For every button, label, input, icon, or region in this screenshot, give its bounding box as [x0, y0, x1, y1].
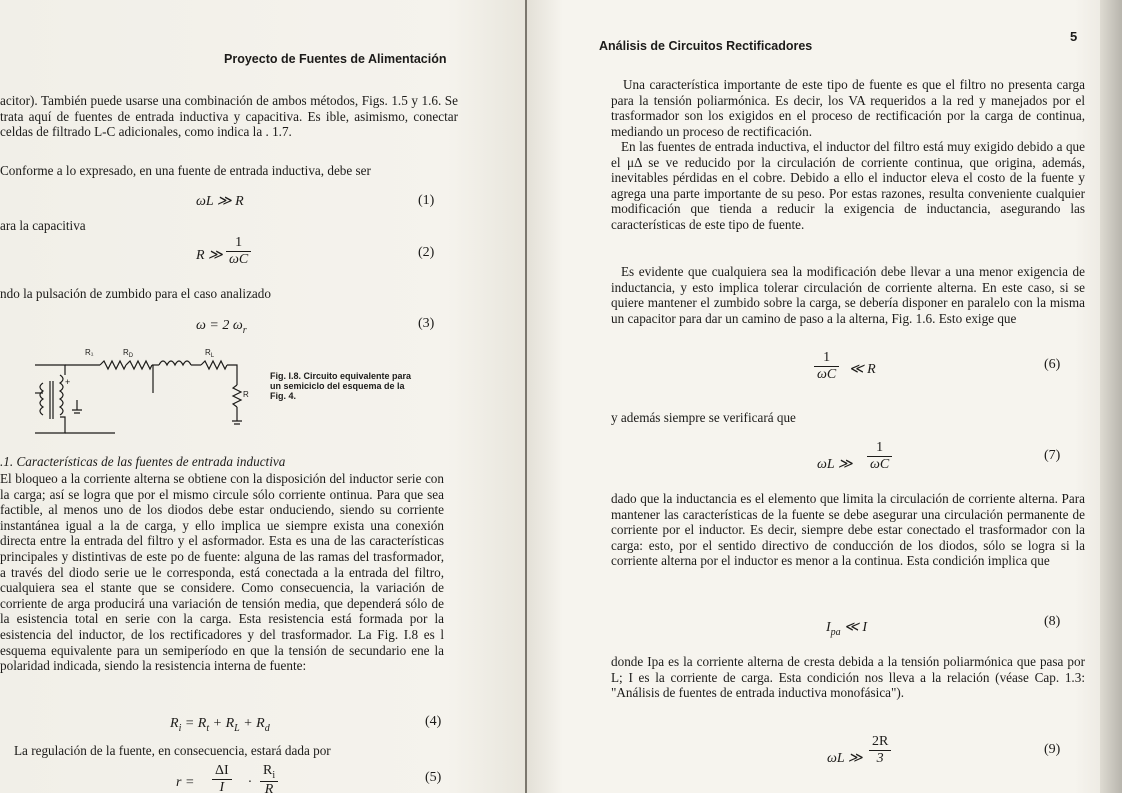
right-paragraph-4: y además siempre se verificará que	[611, 410, 796, 425]
right-running-header: Análisis de Circuitos Rectificadores	[599, 39, 813, 53]
figure-caption: Fig. I.8. Circuito equivalente para un semiciclo del esquema de la Fig. 4.	[270, 371, 412, 401]
eq7-den: ωC	[870, 457, 890, 472]
equation-9-number: (9)	[1044, 742, 1061, 757]
eq8-sub: pa	[830, 626, 841, 638]
left-paragraph-3: ara la capacitiva	[0, 218, 86, 233]
eq4-r: R	[170, 716, 179, 731]
equation-6-right: ≪ R	[849, 362, 876, 377]
equation-5-number: (5)	[425, 770, 442, 785]
page-number: 5	[1070, 29, 1078, 44]
equation-9-fraction	[869, 734, 891, 767]
equation-1: ωL ≫ R	[196, 194, 244, 209]
eq8-i: I	[826, 620, 831, 635]
eq9-num: 2R	[869, 734, 891, 751]
eq6-num: 1	[814, 350, 839, 367]
equation-9-left: ωL ≫	[827, 751, 863, 766]
equation-7-fraction	[867, 440, 892, 473]
equation-1-number: (1)	[418, 193, 435, 208]
equation-4	[170, 716, 270, 734]
equation-6-number: (6)	[1044, 357, 1061, 372]
right-page	[527, 0, 1122, 793]
eq5-den-1: I	[219, 780, 225, 793]
equation-2-denominator: ωC	[229, 252, 249, 267]
left-paragraph-2: Conforme a lo expresado, en una fuente de entrada inductiva, debe ser	[0, 163, 371, 178]
eq4-sub-l: L	[234, 722, 240, 734]
equation-4-number: (4)	[425, 714, 442, 729]
equation-3-text: ω = 2 ω	[196, 318, 243, 333]
equation-3-number: (3)	[418, 316, 435, 331]
eq5-den-2: R	[264, 781, 274, 793]
equation-8	[826, 619, 867, 638]
equation-8-number: (8)	[1044, 614, 1061, 629]
equation-3-subscript: r	[242, 324, 247, 336]
left-paragraph-4: ndo la pulsación de zumbido para el caso analizado	[0, 286, 271, 301]
equivalent-circuit-figure	[25, 345, 255, 440]
equation-5-fraction-1	[212, 763, 232, 793]
circuit-label-r-l: $R_L$	[205, 348, 215, 359]
left-paragraph-1: acitor). También puede usarse una combinación de ambos métodos, Figs. 1.5 y 1.6. Se trata aquí de fuentes de entrada inductiva y capacitiva. Es ible, asimismo, conectar celdas de filtrado L-C adicionales, como indica la . 1.7.	[0, 93, 458, 140]
eq4-r-l: + R	[209, 716, 235, 731]
eq5-num-2	[260, 763, 278, 782]
equation-2-number: (2)	[418, 245, 435, 260]
left-paragraph-6: La regulación de la fuente, en consecuencia, estará dada por	[14, 743, 331, 758]
equation-3	[196, 318, 247, 336]
page-right-edge	[1100, 0, 1122, 793]
section-heading: .1. Características de las fuentes de entrada inductiva	[0, 454, 286, 469]
equation-7-number: (7)	[1044, 448, 1061, 463]
eq5-num-1: ΔI	[212, 763, 232, 780]
circuit-label-plus: +	[65, 377, 71, 387]
equation-5-left: r =	[176, 775, 195, 790]
eq7-num: 1	[867, 440, 892, 457]
eq4-r-t: = R	[181, 716, 207, 731]
left-running-header: Proyecto de Fuentes de Alimentación	[224, 52, 447, 66]
circuit-label-r: R	[243, 390, 249, 399]
right-paragraph-2: En las fuentes de entrada inductiva, el inductor del filtro está muy exigido debido a que el μΔ se ve reducido por la circulación de corriente continua, que origina, además, inevitables pérdidas en el cobre. Debido a ello el inductor eleva el costo de la fuente y agrega una parte importante de su peso. Por estas razones, resulta conveniente cualquier modificación que tienda a reducir la exigencia de inductancia, asegurando las características de este tipo de fuente.	[611, 139, 1085, 232]
equation-5-fraction-2	[260, 763, 278, 793]
right-paragraph-3: Es evidente que cualquiera sea la modificación debe llevar a una menor exigencia de inductancia, y esto implica tolerar circulación de corriente alterna. En este caso, si se quiere mantener el zumbido sobre la carga, se debería disponer en paralelo con la misma un capacitor para dar un camino de paso a la alterna, Fig. 1.6. Esto exige que	[611, 264, 1085, 326]
right-paragraph-1: Una característica importante de este tipo de fuente es que el filtro no presenta carga para la tensión poliarmónica. Es decir, los VA requeridos a la red y manejados por el trasformador son los exigidos en el proceso de rectificación por la carga de continua, mediando un proceso de rectificación.	[611, 77, 1085, 139]
equation-2-fraction	[226, 235, 251, 268]
left-page	[0, 0, 527, 793]
equation-2-left: R ≫	[196, 248, 223, 263]
equation-6-fraction	[814, 350, 839, 383]
eq4-sub-i: i	[178, 722, 182, 734]
left-paragraph-5: El bloqueo a la corriente alterna se obtiene con la disposición del inductor serie con la carga; así se logra que por el mismo circule sólo corriente ontinua. Para que sea factible, al menos uno de los diodos debe estar onduciendo, siendo su corriente instantánea igual a la de carga, y ello implica ue siempre exista una conexión directa entre la entrada del filtro y el asformador. Esta es una de las características principales y distintivas de este po de fuente: alguna de las ramas del trasformador, a través del diodo serie ue le corresponda, está conectada a la entrada del filtro, cualquiera sea el stante que se considere. Como consecuencia, la variación de corriente de arga producirá una variación de tensión media, que dependerá sólo de la esistencia total en serie con la carga. Esta resistencia está formada por la esistencia del inductor, de los rectificadores y del trasformador. La Fig. I.8 es l esquema equivalente para un semiperíodo en que la tensión de secundario ene la polaridad indicada, siendo la resistencia interna de fuente:	[0, 471, 444, 674]
equation-7-left: ωL ≫	[817, 457, 853, 472]
eq4-r-d: + R	[239, 716, 265, 731]
right-paragraph-5: dado que la inductancia es el elemento que limita la circulación de corriente alterna. Para mantener las características de la fuente se debe asegurar una circulación permanente de corriente por el inductor. Es decir, siempre debe estar conectado el trasformador con la carga: esto, por el sentido directivo de conducción de los diodos, sólo se logra si la corriente alterna por el inductor es menor a la continua. Esta condición implica que	[611, 491, 1085, 569]
eq5-dot: ·	[248, 775, 252, 790]
eq5-num-2-sub: i	[272, 769, 276, 781]
eq5-num-2-r: R	[263, 763, 273, 778]
eq4-sub-d: d	[264, 722, 270, 734]
equation-2-numerator: 1	[226, 235, 251, 252]
circuit-label-r-t: R₁	[85, 348, 94, 357]
eq4-sub-t: t	[206, 722, 210, 734]
eq8-rest: ≪ I	[840, 620, 867, 635]
right-paragraph-6: donde Ipa es la corriente alterna de cresta debida a la tensión poliarmónica que pasa por L; I es la corriente de carga. Esta condición nos lleva a la relación (véase Cap. 1.3: "Análisis de fuentes de entrada inductiva monofásica").	[611, 654, 1085, 701]
eq6-den: ωC	[817, 367, 837, 382]
circuit-label-r-d: $R_D$	[123, 348, 134, 359]
eq9-den: 3	[876, 751, 884, 766]
